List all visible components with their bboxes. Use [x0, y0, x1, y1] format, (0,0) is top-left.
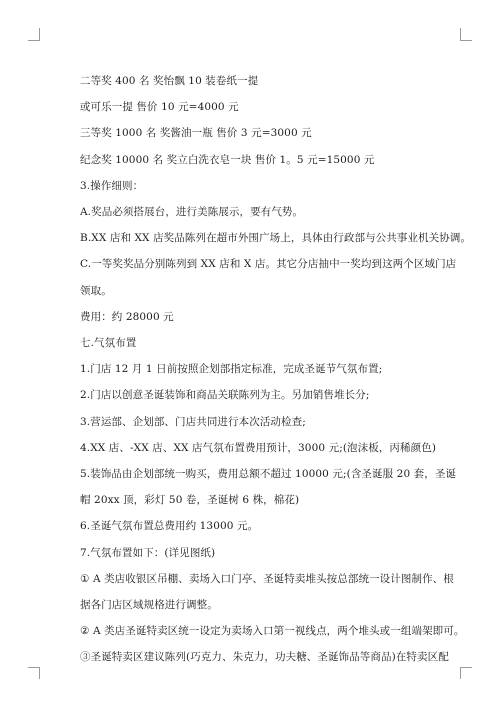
atmosphere-item-4: 4.XX 店、-XX 店、XX 店气氛布置费用预计，3000 元;(泡沫板，丙稀颜色): [80, 441, 437, 454]
document-body: [80, 68, 472, 671]
crop-mark-bottom-right-horizontal: [460, 667, 472, 668]
atmosphere-item-5-line1: 5.装饰品由企划部统一购买，费用总额不超过 10000 元;(含圣诞服 20 套，圣诞: [80, 468, 457, 481]
crop-mark-top-left-vertical: [39, 28, 40, 40]
cost-line: 费用：约 28000 元: [80, 310, 174, 323]
section-heading-atmosphere: 七.气氛布置: [80, 337, 137, 350]
prize-line-third: 三等奖 1000 名 奖酱油一瓶 售价 3 元=3000 元: [80, 127, 312, 140]
prize-line-second-b: 或可乐一提 售价 10 元=4000 元: [80, 101, 239, 114]
atmosphere-item-5-line2: 帽 20xx 顶，彩灯 50 卷，圣诞树 6 株，棉花): [80, 494, 300, 507]
layout-item-1-line1: ① A 类店收银区吊棚、卖场入口门亭、圣诞特卖堆头按总部统一设计图制作、根: [80, 572, 454, 585]
crop-mark-bottom-right-vertical: [460, 667, 461, 679]
atmosphere-item-7: 7.气氛布置如下：(详见图纸): [80, 546, 216, 559]
crop-mark-top-right-horizontal: [460, 40, 472, 41]
atmosphere-item-2: 2.门店以创意圣诞装饰和商品关联陈列为主。另加销售堆长分;: [80, 389, 370, 402]
layout-item-1-line2: 据各门店区域规格进行调整。: [80, 599, 218, 612]
crop-mark-top-right-vertical: [460, 28, 461, 40]
atmosphere-item-6: 6.圣诞气氛布置总费用约 13000 元。: [80, 520, 259, 533]
rule-item-b: B.XX 店和 XX 店奖品陈列在超市外围广场上，具体由行政部与公共事业机关协调。: [80, 232, 472, 245]
section-heading-operation: 3.操作细则：: [80, 179, 144, 192]
atmosphere-item-1: 1.门店 12 月 1 日前按照企划部指定标准，完成圣诞节气氛布置;: [80, 363, 383, 376]
prize-line-souvenir: 纪念奖 10000 名 奖立白洗衣皂一块 售价 1。5 元=15000 元: [80, 153, 375, 166]
rule-item-c-line1: C.一等奖奖品分别陈列到 XX 店和 X 店。其它分店抽中一奖均到这两个区域门店: [80, 258, 457, 271]
prize-line-second-a: 二等奖 400 名 奖怡飘 10 装卷纸一提: [80, 75, 259, 87]
layout-item-3: ③圣诞特卖区建议陈列(巧克力、朱克力，功夫糖、圣诞饰品等商品)在特卖区配: [80, 651, 449, 664]
layout-item-2: ② A 类店圣诞特卖区统一设定为卖场入口第一视线点，两个堆头或一组端架即可。: [80, 625, 465, 638]
atmosphere-item-3: 3.营运部、企划部、门店共同进行本次活动检查;: [80, 415, 306, 428]
rule-item-c-line2: 领取。: [80, 284, 112, 297]
crop-mark-bottom-left-vertical: [39, 667, 40, 679]
crop-mark-top-left-horizontal: [28, 40, 40, 41]
rule-item-a: A.奖品必须搭展台，进行美陈展示，要有气势。: [80, 206, 304, 219]
